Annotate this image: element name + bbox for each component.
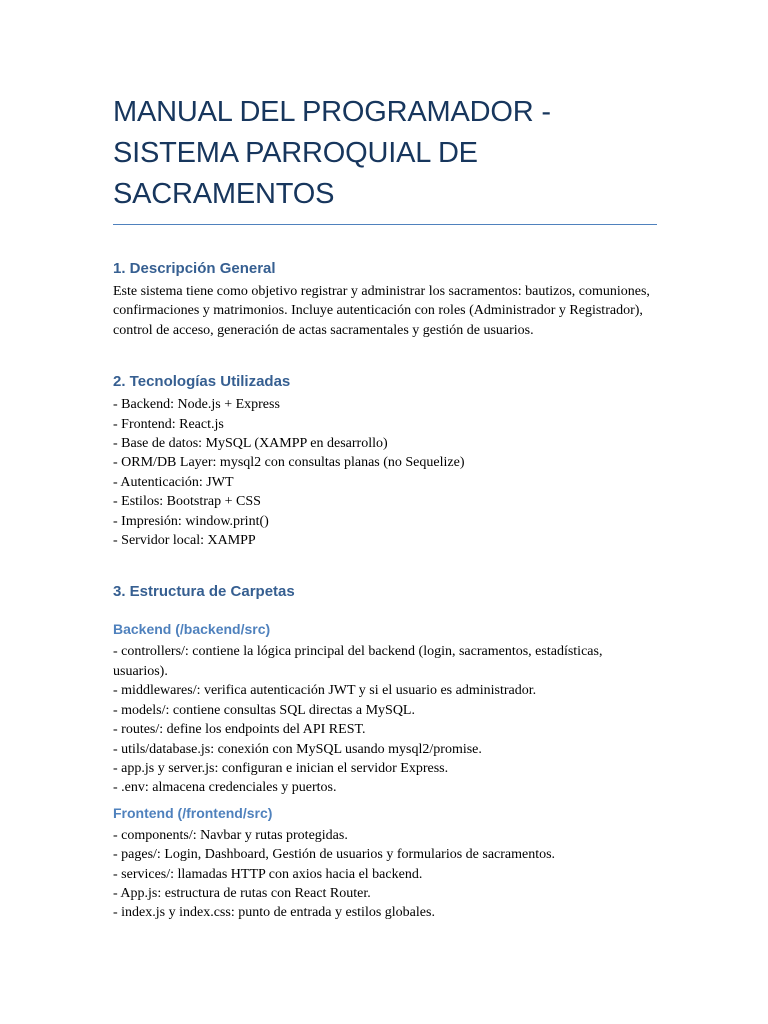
section-heading-tecnologias: 2. Tecnologías Utilizadas xyxy=(113,373,291,391)
list-item: - controllers/: contiene la lógica principal del backend (login, sacramentos, estadísticas, usuarios). xyxy=(113,644,603,679)
list-item: - Estilos: Bootstrap + CSS xyxy=(113,494,261,510)
list-item: - middlewares/: verifica autenticación JWT y si el usuario es administrador. xyxy=(113,683,537,699)
list-item: - utils/database.js: conexión con MySQL usando mysql2/promise. xyxy=(113,741,482,757)
list-item: - components/: Navbar y rutas protegidas. xyxy=(113,827,348,843)
list-item: - pages/: Login, Dashboard, Gestión de usuarios y formularios de sacramentos. xyxy=(113,847,556,863)
section-heading-descripcion: 1. Descripción General xyxy=(113,260,276,277)
list-item: - Servidor local: XAMPP xyxy=(113,533,256,549)
list-item: - services/: llamadas HTTP con axios hacia el backend. xyxy=(113,866,423,882)
list-item: - App.js: estructura de rutas con React Router. xyxy=(113,885,371,901)
list-item: - app.js y server.js: configuran e inician el servidor Express. xyxy=(113,760,449,776)
section-heading-estructura: 3. Estructura de Carpetas xyxy=(113,583,295,601)
list-item: - .env: almacena credenciales y puertos. xyxy=(113,780,337,796)
list-item: - routes/: define los endpoints del API REST. xyxy=(113,722,366,738)
list-item: - index.js y index.css: punto de entrada y estilos globales. xyxy=(113,905,435,921)
list-item: - Frontend: React.js xyxy=(113,416,224,432)
backend-list xyxy=(113,642,657,797)
subsection-heading-backend: Backend (/backend/src) xyxy=(113,621,271,638)
list-item: - ORM/DB Layer: mysql2 con consultas planas (no Sequelize) xyxy=(113,455,465,471)
list-item: - Backend: Node.js + Express xyxy=(113,397,280,413)
document-page xyxy=(113,92,657,923)
list-item: - models/: contiene consultas SQL directas a MySQL. xyxy=(113,702,415,718)
frontend-list xyxy=(113,826,657,923)
subsection-heading-frontend: Frontend (/frontend/src) xyxy=(113,804,273,821)
list-item: - Autenticación: JWT xyxy=(113,474,234,490)
tecnologias-list xyxy=(113,395,657,550)
list-item: - Impresión: window.print() xyxy=(113,513,269,529)
list-item: - Base de datos: MySQL (XAMPP en desarrollo) xyxy=(113,436,388,452)
title-divider xyxy=(113,224,657,225)
section-paragraph-descripcion: Este sistema tiene como objetivo registrar y administrar los sacramentos: bautizos, comuniones, confirmaciones y matrimonios. Incluye autenticación con roles (Administrador y Registrador), control de acceso, generación de actas sacramentales y gestión de usuarios. xyxy=(113,284,650,338)
document-title: MANUAL DEL PROGRAMADOR - SISTEMA PARROQUIAL DE SACRAMENTOS xyxy=(113,96,551,210)
